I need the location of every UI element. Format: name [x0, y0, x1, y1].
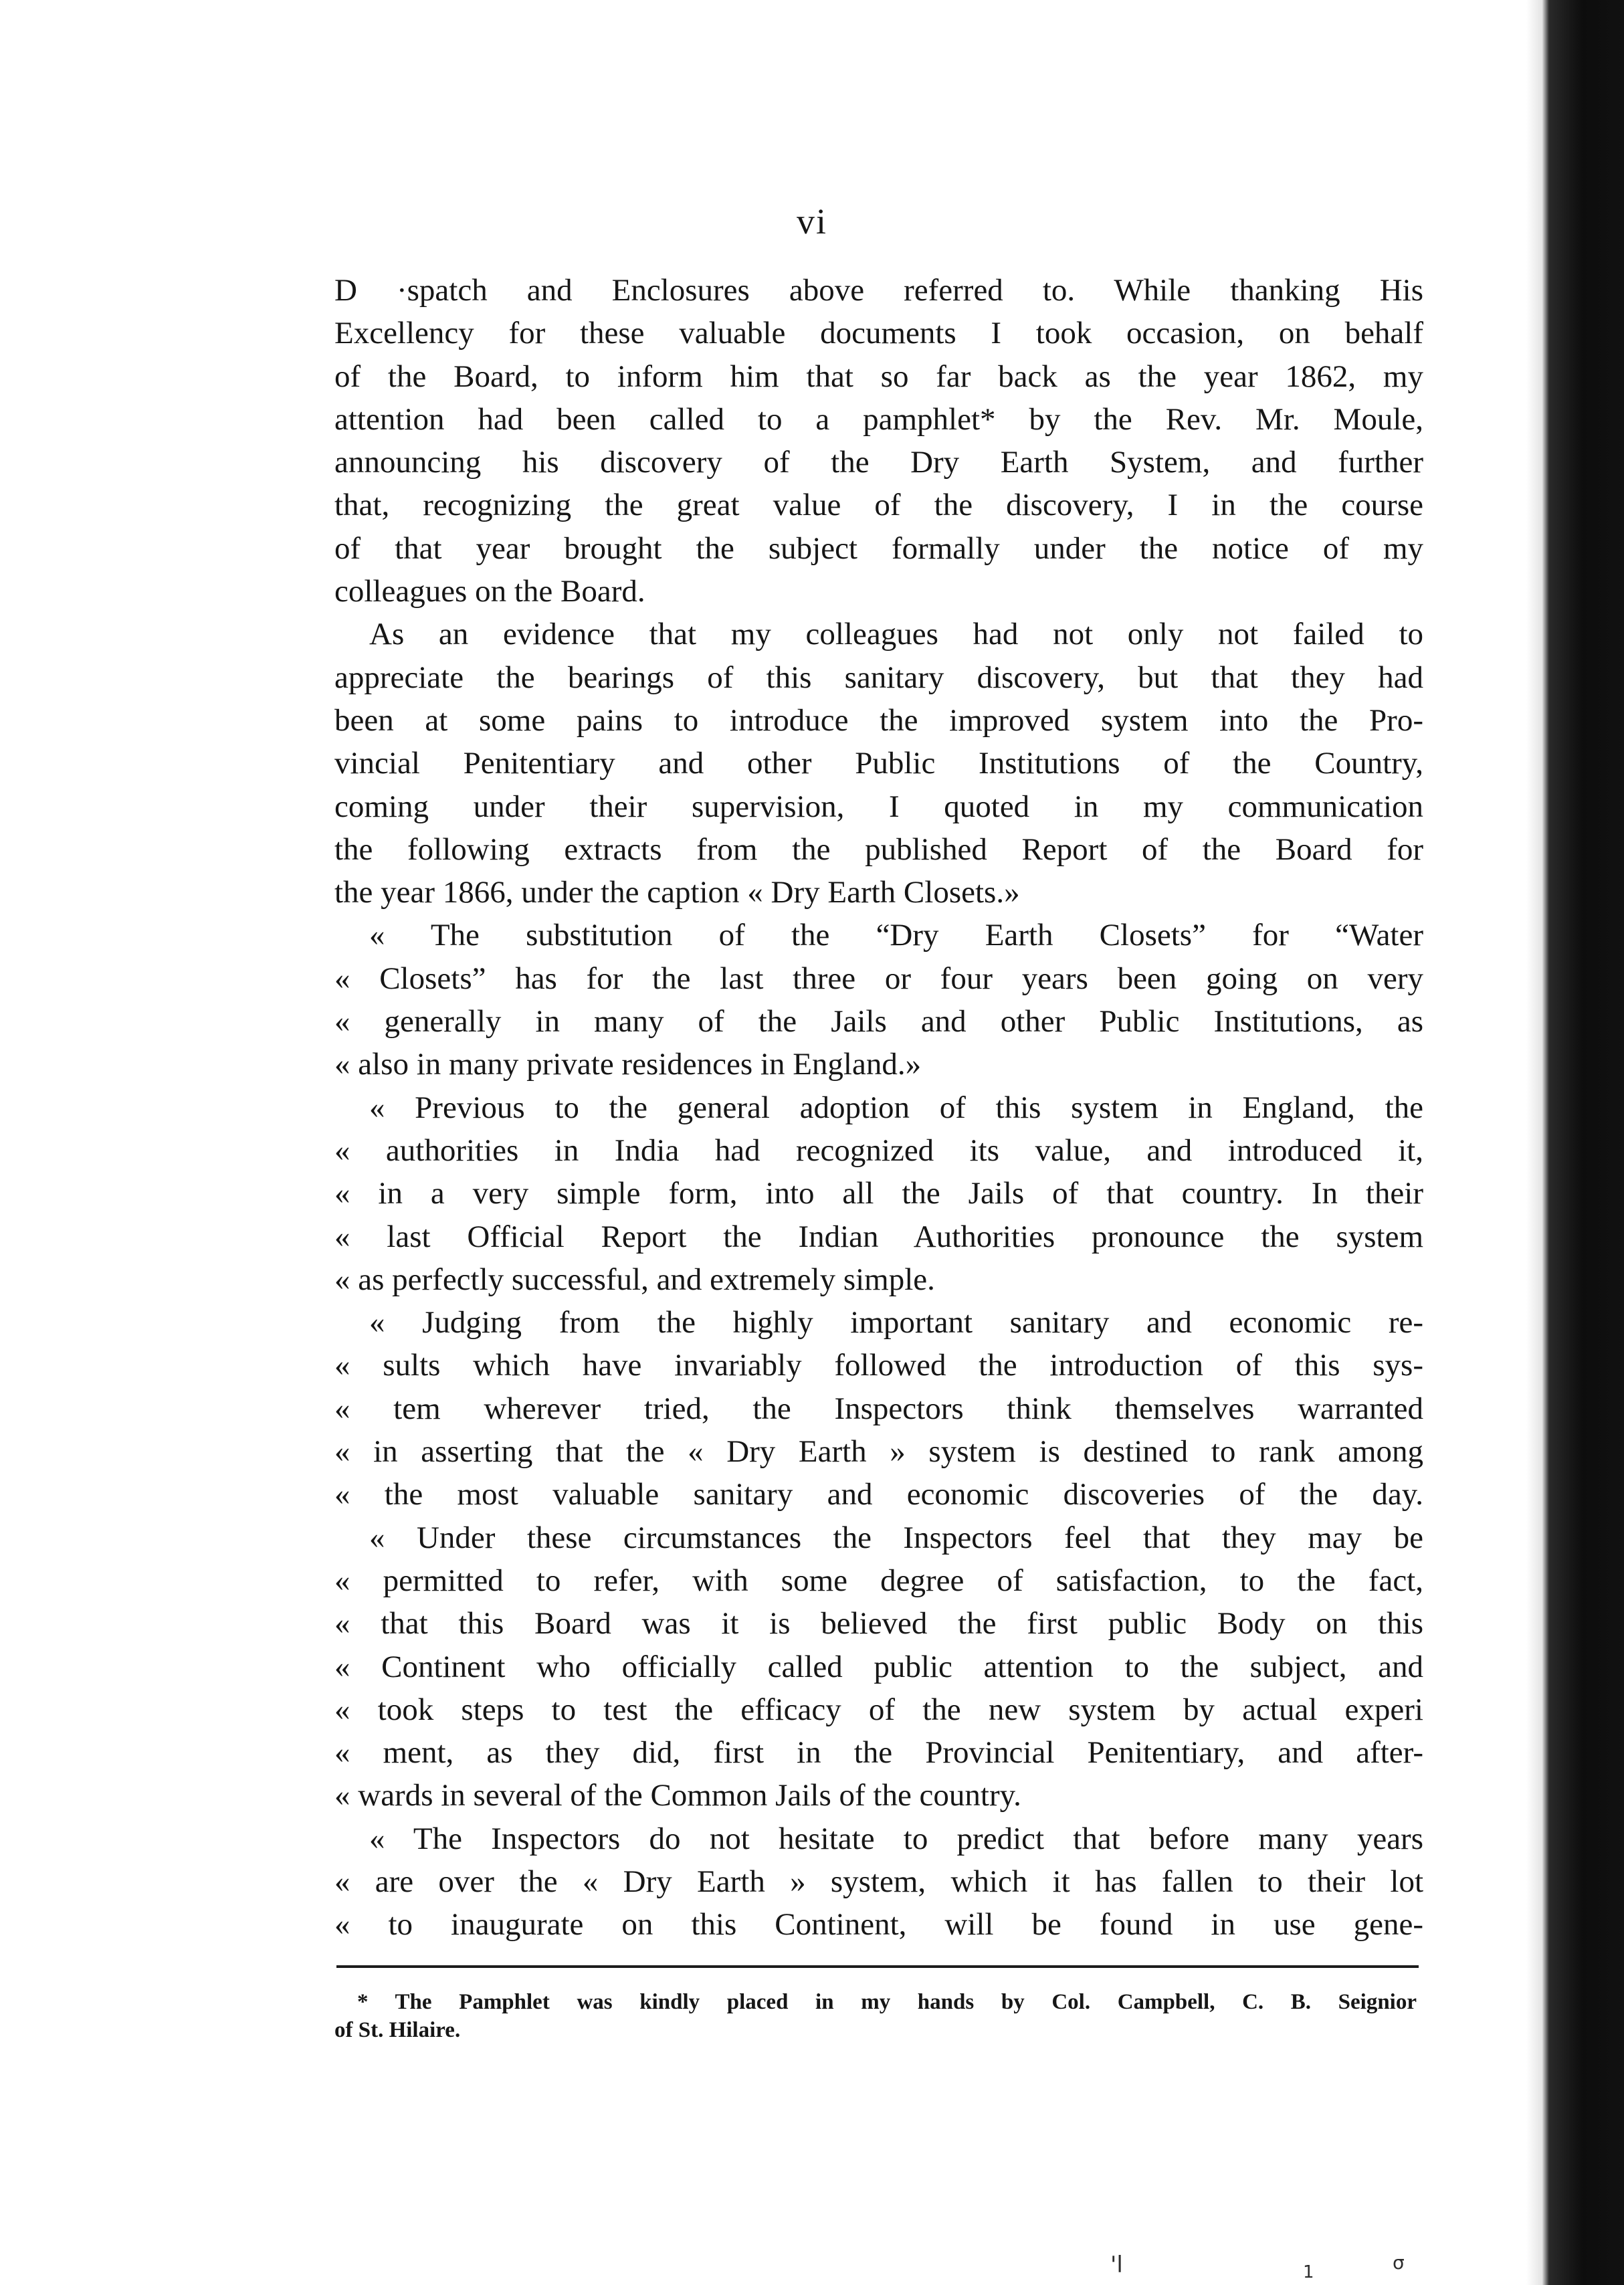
text-line: attention had been called to a pamphlet* by the Rev. Mr. Moule,	[334, 401, 1423, 437]
footnote-line: * The Pamphlet was kindly placed in my hands by Col. Campbell, C. B. Seignior	[357, 1990, 1417, 2014]
text-line: « Previous to the general adoption of this system in England, the	[369, 1090, 1423, 1125]
text-line: « also in many private residences in England.»	[334, 1047, 922, 1082]
text-line: announcing his discovery of the Dry Earth System, and further	[334, 445, 1423, 480]
text-line: D ·spatch and Enclosures above referred to. While thanking His	[334, 273, 1423, 308]
text-line: « in a very simple form, into all the Jails of that country. In their	[334, 1176, 1423, 1211]
text-line: « Closets” has for the last three or four years been going on very	[334, 961, 1423, 996]
text-line: vincial Penitentiary and other Public Institutions of the Country,	[334, 746, 1423, 781]
text-line: « Continent who officially called public attention to the subject, and	[334, 1649, 1423, 1684]
text-line: « sults which have invariably followed the introduction of this sys-	[334, 1348, 1423, 1383]
footnote-line: of St. Hilaire.	[334, 2018, 461, 2042]
text-line: « The Inspectors do not hesitate to predict that before many years	[369, 1821, 1423, 1856]
text-line: « ment, as they did, first in the Provincial Penitentiary, and after-	[334, 1735, 1423, 1771]
text-line: Excellency for these valuable documents I took occasion, on behalf	[334, 316, 1423, 351]
body-text	[334, 269, 1423, 1947]
text-line: colleagues on the Board.	[334, 574, 645, 609]
page-gutter-shadow	[1526, 0, 1544, 2285]
text-line: the year 1866, under the caption « Dry Earth Closets.»	[334, 875, 1020, 910]
text-line: that, recognizing the great value of the discovery, I in the course	[334, 488, 1423, 523]
margin-mark: 1	[1303, 2262, 1314, 2282]
text-line: « are over the « Dry Earth » system, which it has fallen to their lot	[334, 1864, 1423, 1899]
text-line: « wards in several of the Common Jails of the country.	[334, 1778, 1021, 1813]
footnote-rule	[336, 1965, 1419, 1968]
margin-mark: σ	[1393, 2252, 1405, 2274]
text-line: « took steps to test the efficacy of the new system by actual experi	[334, 1692, 1423, 1727]
text-line: « last Official Report the Indian Authorities pronounce the system	[334, 1219, 1423, 1254]
text-line: « tem wherever tried, the Inspectors think themselves warranted	[334, 1391, 1423, 1426]
margin-mark: 'l	[1110, 2252, 1123, 2278]
text-line: « the most valuable sanitary and economic discoveries of the day.	[334, 1477, 1423, 1512]
footnote	[334, 1988, 1417, 2044]
text-line: « Judging from the highly important sanitary and economic re-	[369, 1305, 1423, 1340]
page-number: vi	[796, 201, 827, 241]
text-line: appreciate the bearings of this sanitary discovery, but that they had	[334, 660, 1423, 695]
text-line: As an evidence that my colleagues had not only not failed to	[369, 617, 1423, 652]
text-line: the following extracts from the published Report of the Board for	[334, 831, 1423, 867]
text-line: « The substitution of the “Dry Earth Closets” for “Water	[369, 918, 1423, 953]
text-line: « as perfectly successful, and extremely simple.	[334, 1262, 935, 1297]
text-line: « Under these circumstances the Inspectors feel that they may be	[369, 1520, 1423, 1555]
text-line: « in asserting that the « Dry Earth » system is destined to rank among	[334, 1434, 1423, 1470]
scan-book-edge	[1542, 0, 1624, 2285]
text-line: « to inaugurate on this Continent, will be found in use gene-	[334, 1907, 1423, 1943]
text-line: coming under their supervision, I quoted in my communication	[334, 789, 1423, 824]
text-line: « generally in many of the Jails and other Public Institutions, as	[334, 1004, 1423, 1039]
text-line: of the Board, to inform him that so far back as the year 1862, my	[334, 359, 1423, 394]
text-line: « permitted to refer, with some degree of satisfaction, to the fact,	[334, 1563, 1423, 1598]
text-line: « authorities in India had recognized its value, and introduced it,	[334, 1132, 1423, 1168]
text-line: « that this Board was it is believed the first public Body on this	[334, 1606, 1423, 1642]
text-line: of that year brought the subject formally under the notice of my	[334, 530, 1423, 566]
text-line: been at some pains to introduce the improved system into the Pro-	[334, 702, 1423, 738]
